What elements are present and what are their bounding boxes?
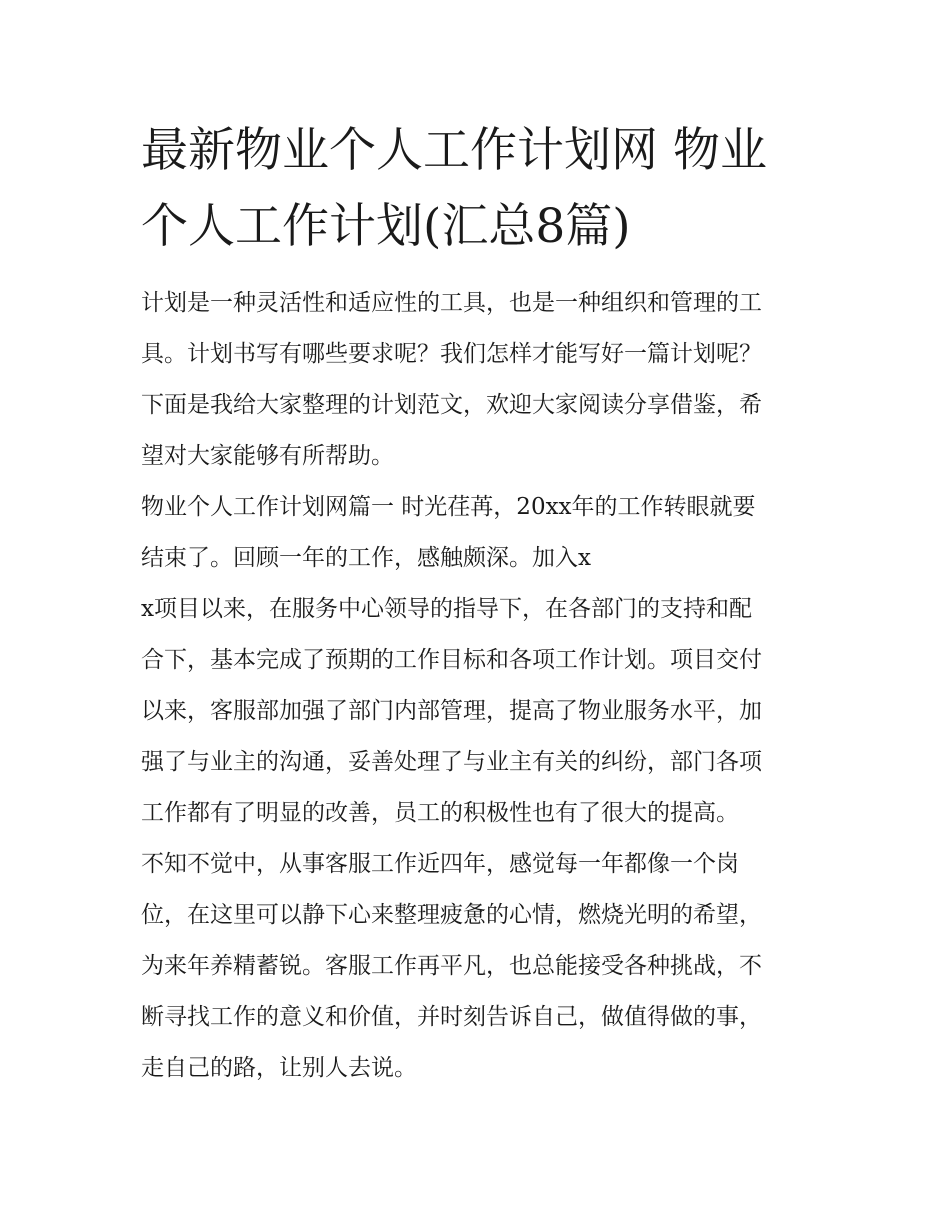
text-line: 为来年养精蓄锐。客服工作再平凡，也总能接受各种挑战，不 [141,953,762,979]
title-line: 最新物业个人工作计划网 物业 [141,123,767,178]
title-line: 个人工作计划(汇总8篇) [141,199,631,254]
paragraph-reflection [141,839,813,1094]
paragraph-project-review [141,584,813,839]
paragraph-intro [141,278,813,482]
text-line: 以来，客服部加强了部门内部管理，提高了物业服务水平，加 [141,698,762,724]
text-line: x项目以来，在服务中心领导的指导下，在各部门的支持和配 [141,596,752,622]
text-line: 断寻找工作的意义和价值，并时刻告诉自己，做值得做的事， [141,1004,762,1030]
text-line: 计划是一种灵活性和适应性的工具，也是一种组织和管理的工 [141,290,762,316]
text-line: 工作都有了明显的改善，员工的积极性也有了很大的提高。 [141,800,739,826]
document-title [141,113,813,265]
text-line: 不知不觉中，从事客服工作近四年，感觉每一年都像一个岗 [141,851,739,877]
text-line: 位，在这里可以静下心来整理疲惫的心情，燃烧光明的希望， [141,902,762,928]
text-line: 下面是我给大家整理的计划范文，欢迎大家阅读分享借鉴，希 [141,392,762,418]
text-line: 强了与业主的沟通，妥善处理了与业主有关的纠纷，部门各项 [141,749,762,775]
text-line: 物业个人工作计划网篇一 时光荏苒，20xx年的工作转眼就要 [141,494,756,520]
document-body [141,278,813,1094]
text-line: 走自己的路，让别人去说。 [141,1055,417,1081]
text-line: 结束了。回顾一年的工作，感触颇深。加入x [141,545,591,571]
paragraph-section-one-heading [141,482,813,584]
text-line: 合下，基本完成了预期的工作目标和各项工作计划。项目交付 [141,647,762,673]
text-line: 具。计划书写有哪些要求呢？我们怎样才能写好一篇计划呢？ [141,341,762,367]
text-line: 望对大家能够有所帮助。 [141,443,394,469]
